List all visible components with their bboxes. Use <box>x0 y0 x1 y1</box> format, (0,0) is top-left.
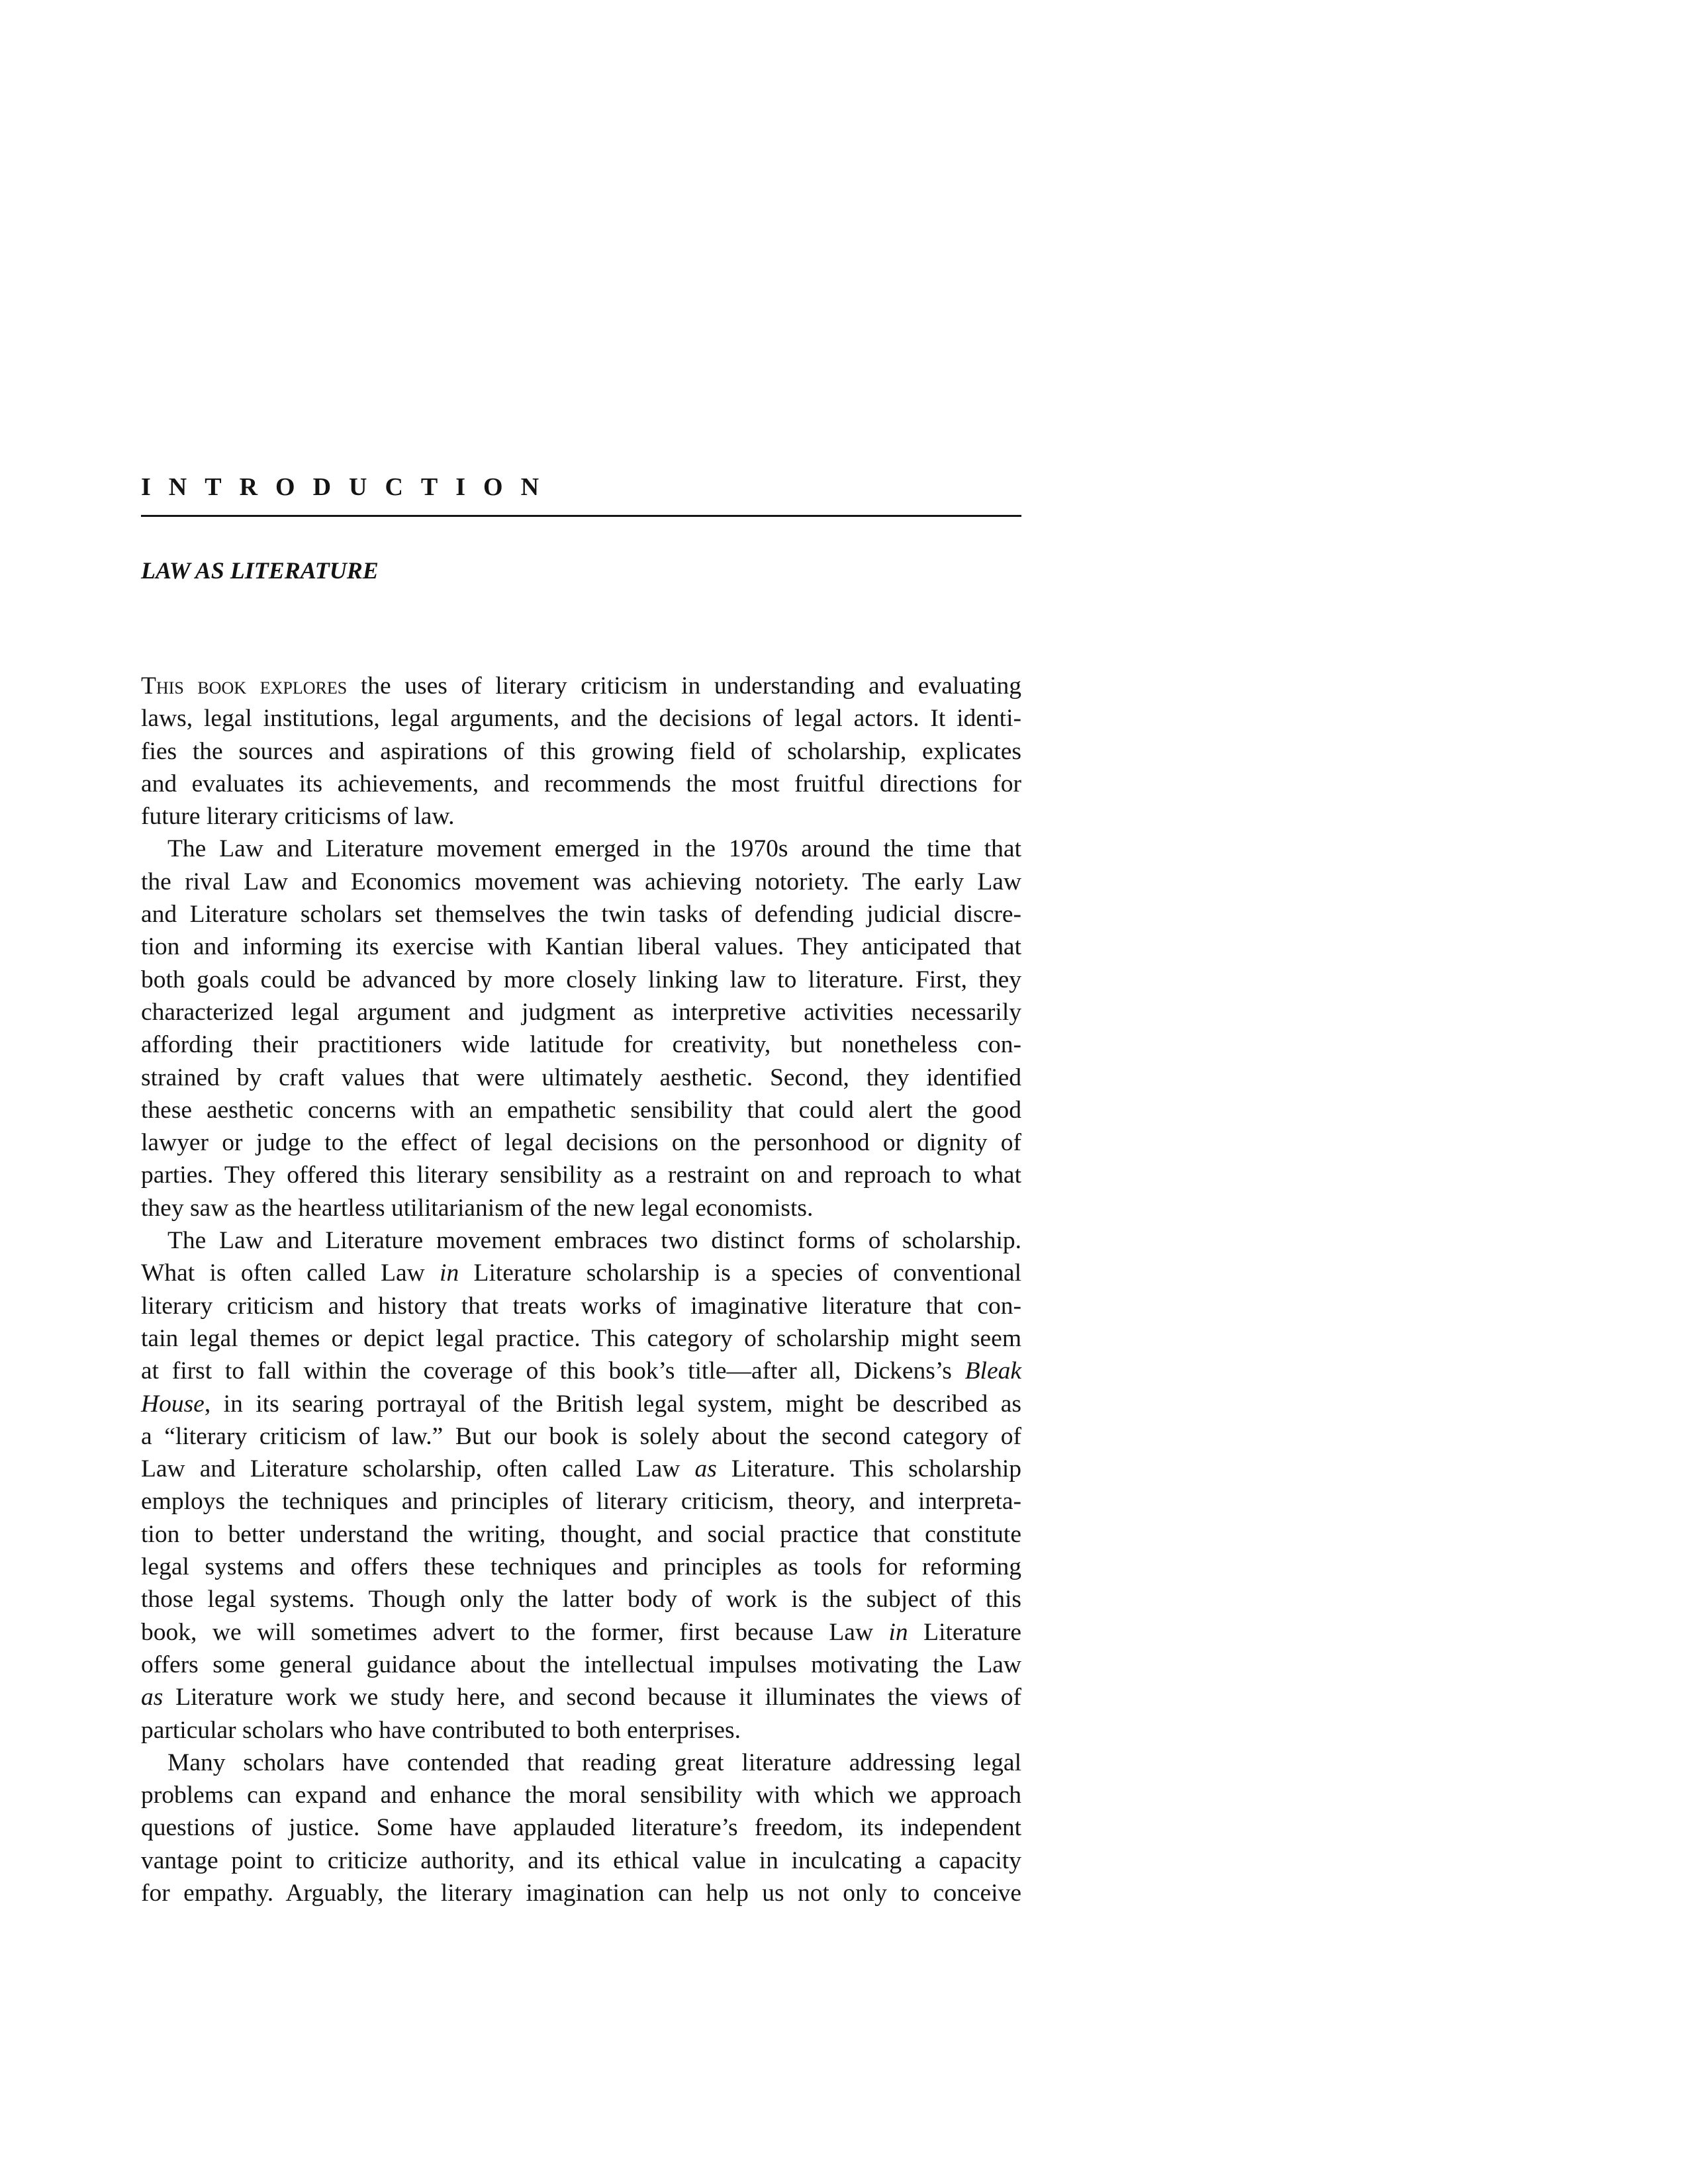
line-text: Literature <box>908 1618 1021 1646</box>
text-line: tion to better understand the writing, thought, and social practice that constitute <box>141 1520 1021 1548</box>
text-line: particular scholars who have contributed to both enterprises. <box>141 1716 741 1744</box>
text-line: offers some general guidance about the intellectual impulses motivating the Law <box>141 1651 1021 1678</box>
text-line: problems can expand and enhance the moral sensibility with which we approach <box>141 1782 1021 1809</box>
line-text: What is often called Law <box>141 1259 440 1287</box>
italic-word: in <box>440 1259 459 1287</box>
text-line: future literary criticisms of law. <box>141 803 455 831</box>
text-line <box>141 1257 1021 1289</box>
text-line: and evaluates its achievements, and recommends the most fruitful directions for <box>141 770 1021 797</box>
line-text: at first to fall within the coverage of this book’s title—after all, Dickens’s <box>141 1357 965 1385</box>
text-line: fies the sources and aspirations of this growing field of scholarship, explicates <box>141 737 1021 765</box>
text-line: both goals could be advanced by more closely linking law to literature. First, they <box>141 966 1021 993</box>
text-line: laws, legal institutions, legal arguments, and the decisions of legal actors. It identi- <box>141 705 1021 733</box>
line-text: Law and Literature scholarship, often called Law <box>141 1455 695 1483</box>
text-line: characterized legal argument and judgment as interpretive activities necessarily <box>141 998 1021 1026</box>
line-text: Literature work we study here, and second because it illuminates the views of <box>163 1684 1021 1711</box>
line-text: Literature. This scholarship <box>716 1455 1021 1483</box>
text-line: and Literature scholars set themselves the twin tasks of defending judicial discre- <box>141 901 1021 929</box>
text-line: affording their practitioners wide latitude for creativity, but nonetheless con- <box>141 1031 1021 1059</box>
text-line <box>141 1355 1021 1387</box>
body-text <box>141 670 1021 1909</box>
text-line: those legal systems. Though only the latter body of work is the subject of this <box>141 1586 1021 1614</box>
text-line: for empathy. Arguably, the literary imagination can help us not only to conceive <box>141 1879 1021 1907</box>
text-line: The Law and Literature movement embraces two distinct forms of scholarship. <box>167 1227 1021 1255</box>
text-line: literary criticism and history that treats works of imaginative literature that con- <box>141 1292 1021 1320</box>
italic-title: Bleak <box>964 1357 1021 1385</box>
text-line <box>141 1681 1021 1713</box>
opening-small-caps: This book explores <box>141 672 348 700</box>
italic-word: as <box>694 1455 717 1483</box>
text-line: these aesthetic concerns with an empathetic sensibility that could alert the good <box>141 1096 1021 1124</box>
text-line: questions of justice. Some have applauded literature’s freedom, its independent <box>141 1814 1021 1842</box>
text-line: the rival Law and Economics movement was achieving notoriety. The early Law <box>141 868 1021 895</box>
text-line: legal systems and offers these techniques and principles as tools for reforming <box>141 1553 1021 1581</box>
text-line: vantage point to criticize authority, and its ethical value in inculcating a capacity <box>141 1846 1021 1874</box>
text-line: tain legal themes or depict legal practice. This category of scholarship might seem <box>141 1324 1021 1352</box>
text-line <box>141 670 1021 702</box>
text-line: The Law and Literature movement emerged in the 1970s around the time that <box>167 835 1021 863</box>
italic-word: in <box>888 1618 908 1646</box>
section-subtitle: LAW AS LITERATURE <box>141 557 379 584</box>
italic-title: House <box>141 1390 205 1418</box>
text-line <box>141 1453 1021 1485</box>
line-text: , in its searing portrayal of the British legal system, might be described as <box>204 1390 1021 1418</box>
text-line: Many scholars have contended that reading great literature addressing legal <box>167 1749 1021 1776</box>
line-text: the uses of literary criticism in understanding and evaluating <box>347 672 1021 700</box>
text-line: employs the techniques and principles of literary criticism, theory, and interpreta- <box>141 1488 1021 1516</box>
text-line <box>141 1616 1021 1649</box>
text-line: strained by craft values that were ultimately aesthetic. Second, they identified <box>141 1064 1021 1091</box>
italic-word: as <box>141 1684 164 1711</box>
text-line <box>141 1388 1021 1420</box>
text-line: they saw as the heartless utilitarianism of the new legal economists. <box>141 1194 814 1222</box>
line-text: Literature scholarship is a species of conventional <box>459 1259 1021 1287</box>
text-line: parties. They offered this literary sensibility as a restraint on and reproach to what <box>141 1161 1021 1189</box>
text-line: tion and informing its exercise with Kantian liberal values. They anticipated that <box>141 933 1021 961</box>
chapter-heading: INTRODUCTION <box>141 473 1021 517</box>
text-line: lawyer or judge to the effect of legal decisions on the personhood or dignity of <box>141 1129 1021 1157</box>
line-text: book, we will sometimes advert to the former, first because Law <box>141 1618 889 1646</box>
text-line: a “literary criticism of law.” But our book is solely about the second category of <box>141 1422 1021 1450</box>
